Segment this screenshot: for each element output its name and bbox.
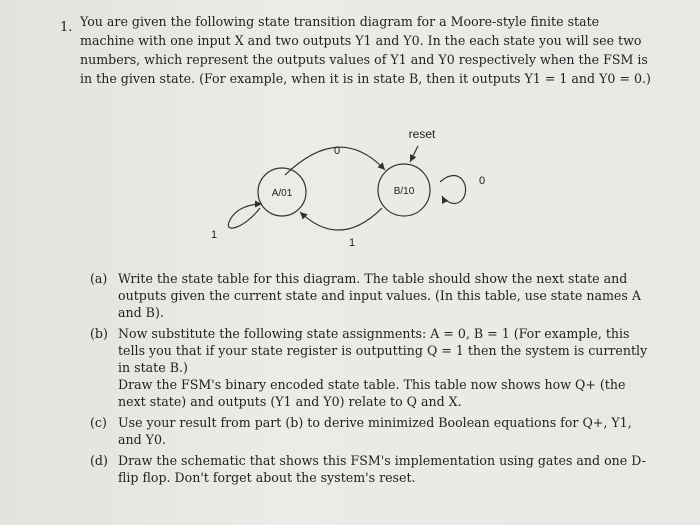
part-c bbox=[90, 414, 650, 448]
question-parts bbox=[90, 270, 650, 490]
transition-label-b-to-a: 1 bbox=[348, 237, 356, 249]
part-a-label: (a) bbox=[90, 271, 108, 286]
part-b-label: (b) bbox=[90, 326, 108, 341]
transition-b-self-loop bbox=[440, 176, 466, 204]
transition-label-a-self: 1 bbox=[210, 229, 218, 241]
part-c-text: Use your result from part (b) to derive minimized Boolean equations for Q+, Y1, and Y0. bbox=[118, 415, 632, 447]
transition-b-to-a bbox=[300, 208, 382, 230]
reset-label: reset bbox=[408, 127, 436, 141]
part-a bbox=[90, 270, 650, 321]
state-b-label: B/10 bbox=[393, 186, 415, 197]
part-b-extra-text: Draw the FSM's binary encoded state table. This table now shows how Q+ (the next state) and outputs (Y1 and Y0) relate to Q and X. bbox=[118, 377, 626, 409]
transition-a-self-loop bbox=[228, 204, 262, 228]
part-b bbox=[90, 325, 650, 410]
reset-arrow bbox=[410, 146, 418, 162]
part-d bbox=[90, 452, 650, 486]
question-intro: You are given the following state transition diagram for a Moore-style finite state machine with one input X and two outputs Y1 and Y0. In the each state you will see two numbers, which represent the outputs values of Y1 and Y0 respectively when the FSM is in the given state. (For example, when it is in state B, then it outputs Y1 = 1 and Y0 = 0.) bbox=[80, 14, 651, 86]
part-d-label: (d) bbox=[90, 453, 108, 468]
transition-label-a-to-b: 0 bbox=[333, 145, 341, 157]
question-number: 1. bbox=[60, 20, 73, 35]
part-b-text: Now substitute the following state assignments: A = 0, B = 1 (For example, this tells you that if your state register is outputting Q = 1 then the system is currently in state B.) bbox=[118, 326, 648, 375]
transition-label-b-self: 0 bbox=[478, 175, 486, 187]
part-c-label: (c) bbox=[90, 415, 107, 430]
part-a-text: Write the state table for this diagram. The table should show the next state and outputs given the current state and input values. (In this table, use state names A and B). bbox=[118, 271, 641, 320]
state-transition-diagram bbox=[160, 120, 520, 260]
part-d-text: Draw the schematic that shows this FSM's implementation using gates and one D-flip flop. Don't forget about the system's reset. bbox=[118, 453, 646, 485]
state-a-label: A/01 bbox=[271, 188, 293, 199]
